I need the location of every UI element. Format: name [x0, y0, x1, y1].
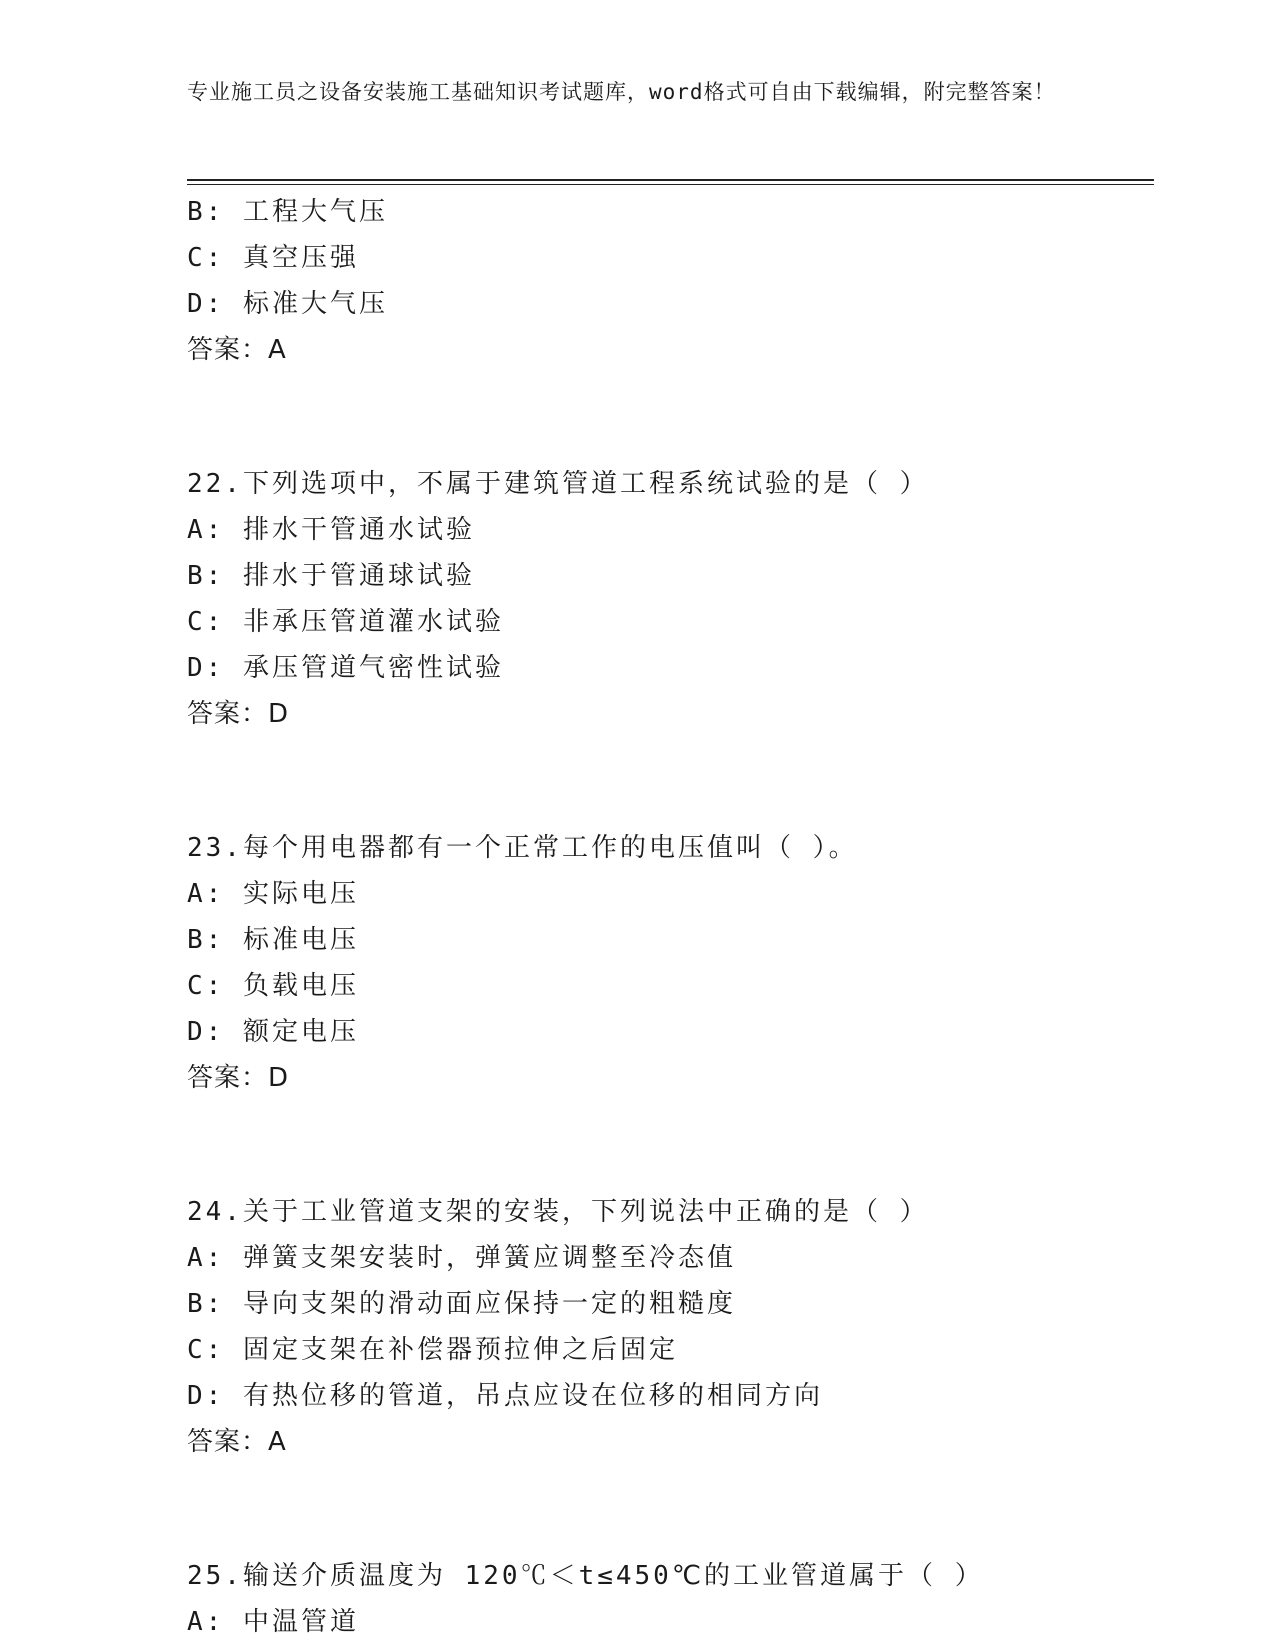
question-text: 24.关于工业管道支架的安装，下列说法中正确的是（ ） — [187, 1197, 929, 1227]
option-c: C: 真空压强 — [187, 243, 359, 273]
option-a: A: 中温管道 — [187, 1607, 359, 1637]
question-21-continued — [187, 189, 1147, 373]
answer: 答案：D — [187, 1063, 290, 1093]
option-d: D: 承压管道气密性试验 — [187, 653, 504, 683]
question-23 — [187, 825, 1147, 1101]
option-a: A: 排水干管通水试验 — [187, 515, 475, 545]
option-c: C: 非承压管道灌水试验 — [187, 607, 504, 637]
question-22 — [187, 461, 1147, 737]
option-d: D: 额定电压 — [187, 1017, 359, 1047]
option-a: A: 弹簧支架安装时，弹簧应调整至冷态值 — [187, 1243, 736, 1273]
question-25 — [187, 1553, 1147, 1645]
option-d: D: 有热位移的管道，吊点应设在位移的相同方向 — [187, 1381, 823, 1411]
option-b: B: 排水于管通球试验 — [187, 561, 475, 591]
option-b: B: 导向支架的滑动面应保持一定的粗糙度 — [187, 1289, 736, 1319]
option-d: D: 标准大气压 — [187, 289, 388, 319]
question-list — [187, 189, 1147, 1645]
question-text: 23.每个用电器都有一个正常工作的电压值叫（ ）。 — [187, 833, 858, 863]
option-c: C: 固定支架在补偿器预拉伸之后固定 — [187, 1335, 678, 1365]
document-header: 专业施工员之设备安装施工基础知识考试题库，word格式可自由下载编辑，附完整答案！ — [187, 80, 1056, 104]
answer: 答案：A — [187, 335, 287, 365]
question-text: 25.输送介质温度为 120℃＜t≤450℃的工业管道属于（ ） — [187, 1561, 984, 1591]
answer: 答案：A — [187, 1427, 287, 1457]
question-text: 22.下列选项中，不属于建筑管道工程系统试验的是（ ） — [187, 469, 929, 499]
header-divider-thin — [187, 184, 1154, 185]
answer: 答案：D — [187, 699, 290, 729]
header-divider — [187, 179, 1154, 181]
question-24 — [187, 1189, 1147, 1465]
option-b: B: 工程大气压 — [187, 197, 388, 227]
option-b: B: 标准电压 — [187, 925, 359, 955]
option-c: C: 负载电压 — [187, 971, 359, 1001]
option-a: A: 实际电压 — [187, 879, 359, 909]
